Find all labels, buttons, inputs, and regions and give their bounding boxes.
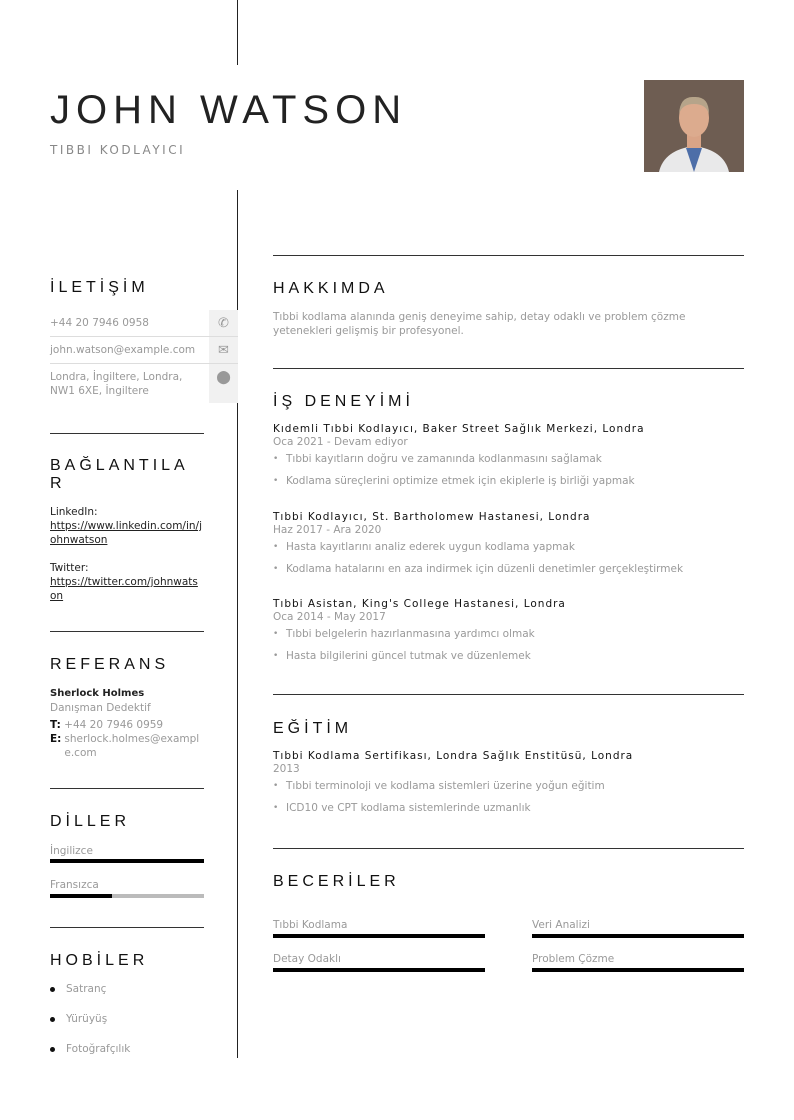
skill-level-bar bbox=[273, 934, 485, 938]
divider bbox=[273, 255, 744, 256]
skill-name: Tıbbi Kodlama bbox=[273, 919, 348, 931]
divider bbox=[273, 848, 744, 849]
link-linkedin: LinkedIn: https://www.linkedin.com/in/johnwatson bbox=[50, 506, 202, 546]
links-heading: BAĞLANTILAR bbox=[50, 457, 189, 492]
location-pin-icon: ⬤ bbox=[209, 364, 238, 403]
skill-name: Detay Odaklı bbox=[273, 953, 341, 965]
contact-phone: +44 20 7946 0958 ✆ bbox=[50, 310, 238, 337]
skill-name: Veri Analizi bbox=[532, 919, 590, 931]
contact-email: john.watson@example.com ✉ bbox=[50, 337, 238, 364]
skill-level-bar bbox=[532, 968, 744, 972]
divider bbox=[50, 433, 204, 434]
divider bbox=[50, 927, 204, 928]
skill-level-bar bbox=[273, 968, 485, 972]
hobby-item: Yürüyüş bbox=[50, 1013, 107, 1025]
language-name: İngilizce bbox=[50, 845, 93, 857]
divider bbox=[273, 368, 744, 369]
profile-photo bbox=[644, 80, 744, 172]
contact-address: Londra, İngiltere, Londra, NW1 6XE, İngiltere ⬤ bbox=[50, 364, 238, 403]
twitter-link[interactable]: https://twitter.com/johnwatson bbox=[50, 576, 198, 602]
job-title: TIBBI KODLAYICI bbox=[50, 143, 186, 157]
job-entry: Tıbbi Kodlayıcı, St. Bartholomew Hastanesi, Londra Haz 2017 - Ara 2020 • Hasta kayıtlarını analiz ederek uygun kodlama yapmak • Kodlama hatalarını en aza indirmek için düzenli denetimler gerçekleştirmek bbox=[273, 511, 744, 598]
candidate-name: JOHN WATSON bbox=[50, 88, 408, 132]
link-twitter: Twitter: https://twitter.com/johnwatson bbox=[50, 562, 198, 602]
languages-heading: DİLLER bbox=[50, 813, 131, 830]
hobby-item: Fotoğrafçılık bbox=[50, 1043, 130, 1055]
about-text: Tıbbi kodlama alanında geniş deneyime sahip, detay odaklı ve problem çözme yetenekleri gelişmiş bir profesyonel. bbox=[273, 311, 686, 337]
job-entry: Kıdemli Tıbbi Kodlayıcı, Baker Street Sağlık Merkezi, Londra Oca 2021 - Devam ediyor • Tıbbi kayıtların doğru ve zamanında kodlanmasını sağlamak • Kodlama süreçlerini optimize etmek için ekiplerle iş birliği yapmak bbox=[273, 423, 744, 511]
language-level-bar bbox=[50, 894, 204, 898]
skill-name: Problem Çözme bbox=[532, 953, 615, 965]
divider bbox=[50, 788, 204, 789]
divider bbox=[273, 694, 744, 695]
reference-block: Sherlock Holmes Danışman Dedektif T: +44 20 7946 0959 E: sherlock.holmes@example.com bbox=[50, 687, 204, 760]
mail-icon: ✉ bbox=[209, 337, 238, 363]
skills-heading: BECERİLER bbox=[273, 873, 400, 890]
language-level-bar bbox=[50, 859, 204, 863]
skill-level-bar bbox=[532, 934, 744, 938]
language-name: Fransızca bbox=[50, 879, 99, 891]
hobbies-heading: HOBİLER bbox=[50, 952, 149, 969]
divider bbox=[50, 631, 204, 632]
about-heading: HAKKIMDA bbox=[273, 280, 389, 297]
experience-list bbox=[273, 423, 744, 663]
education-heading: EĞİTİM bbox=[273, 720, 353, 737]
hobby-item: Satranç bbox=[50, 983, 106, 995]
reference-heading: REFERANS bbox=[50, 656, 170, 673]
job-entry: Tıbbi Asistan, King's College Hastanesi, Londra Oca 2014 - May 2017 • Tıbbi belgelerin hazırlanmasına yardımcı olmak • Hasta bilgilerini güncel tutmak ve düzenlemek bbox=[273, 598, 744, 663]
contact-heading: İLETİŞİM bbox=[50, 279, 149, 296]
experience-heading: İŞ DENEYİMİ bbox=[273, 393, 414, 410]
divider bbox=[237, 0, 238, 65]
phone-icon: ✆ bbox=[209, 310, 238, 336]
education-entry: Tıbbi Kodlama Sertifikası, Londra Sağlık Enstitüsü, Londra 2013 • Tıbbi terminoloji ve kodlama sistemleri üzerine yoğun eğitim • ICD10 ve CPT kodlama sistemlerinde uzmanlık bbox=[273, 750, 744, 815]
linkedin-link[interactable]: https://www.linkedin.com/in/johnwatson bbox=[50, 520, 202, 546]
reference-email: sherlock.holmes@example.com bbox=[64, 733, 200, 759]
